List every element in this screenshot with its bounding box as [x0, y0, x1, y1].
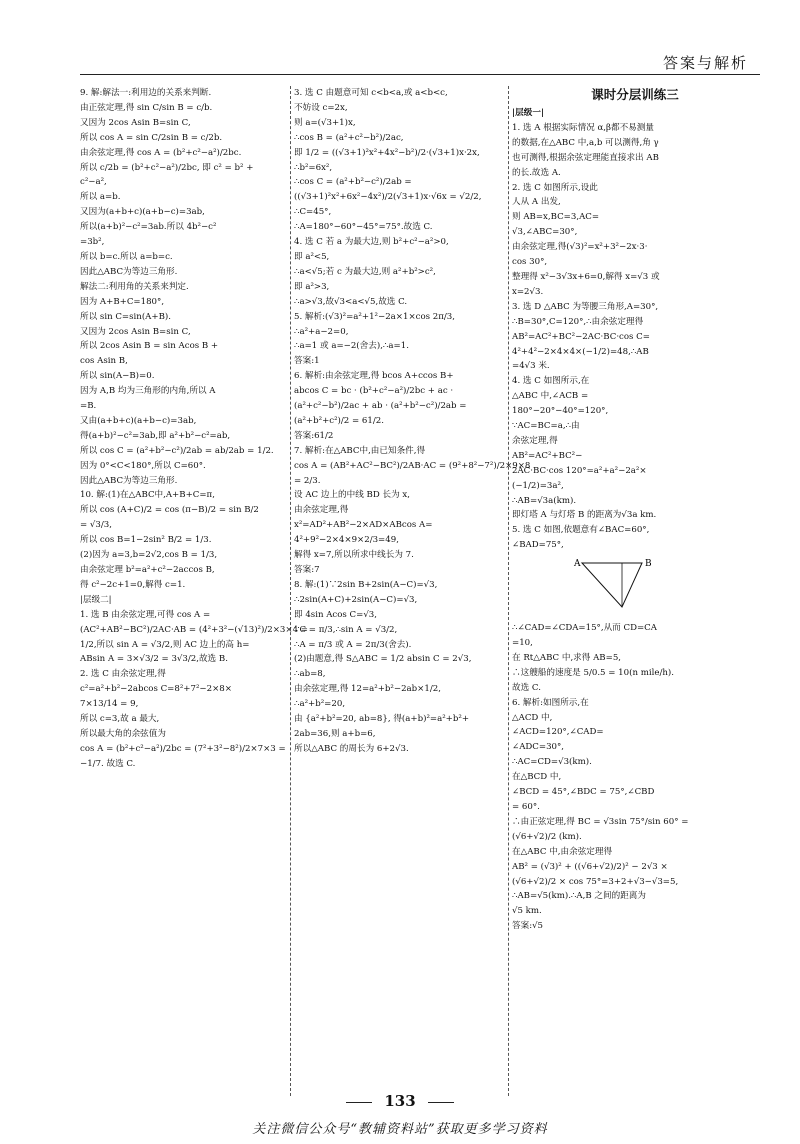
text-line: 因为 A,B 均为三角形的内角,所以 A: [80, 386, 216, 397]
running-header: [80, 52, 760, 72]
solution-column-3: [512, 86, 758, 1096]
text-line: (−1/2)=3a²,: [512, 480, 564, 491]
text-line: 又由(a+b+c)(a+b−c)=3ab,: [80, 415, 197, 426]
text-line: 6. 解析:由余弦定理,得 bcos A+ccos B+: [294, 371, 454, 382]
text-line: 整理得 x²−3√3x+6=0,解得 x=√3 或: [512, 271, 660, 282]
text-line: abcos C = bc · (b²+c²−a²)/2bc + ac ·: [294, 386, 454, 397]
text-line: 所以 a=b.: [80, 192, 121, 203]
text-line: ∴2sin(A+C)+2sin(A−C)=√3,: [294, 594, 418, 605]
text-line: 9. 解:解法一:利用边的关系来判断.: [80, 88, 212, 98]
text-line: ∴cos C = (a²+b²−c²)/2ab =: [294, 177, 412, 188]
text-line: ∴A = π/3 或 A = 2π/3(舍去).: [294, 639, 412, 650]
text-line: 得(a+b)²−c²=3ab,即 a²+b²−c²=ab,: [80, 430, 231, 441]
figure-ship-course: [512, 555, 662, 613]
text-line: 所以 2cos Asin B = sin Acos B +: [80, 341, 219, 352]
text-line: 即 a²<5,: [294, 251, 330, 262]
text-line: √3,∠ABC=30°,: [512, 227, 578, 238]
text-line: 2. 选 C 由余弦定理,得: [80, 669, 166, 680]
text-line: ∴a=1 或 a=−2(舍去),∴a=1.: [294, 341, 409, 352]
text-line: 因此△ABC为等边三角形.: [80, 475, 178, 486]
text-line: 8. 解:(1)∵2sin B+2sin(A−C)=√3,: [294, 579, 438, 590]
text-line: 在△ABC 中,由余弦定理得: [512, 846, 613, 857]
text-line: 2ab=36,则 a+b=6,: [294, 728, 376, 739]
text-line: ∴AB=√5(km).∴A,B 之间的距离为: [512, 891, 646, 902]
text-line: 4²+4²−2×4×4×(−1/2)=48,∴AB: [512, 346, 649, 357]
text-line: 1. 选 A 根据实际情况 α,β都不易测量: [512, 122, 654, 133]
text-line: 2. 选 C 如图所示,设此: [512, 182, 598, 193]
text-line: c²−a²,: [80, 177, 107, 188]
text-line: cos Asin B,: [80, 356, 128, 367]
fig-label: B: [645, 559, 652, 570]
text-line: ∠ACD=120°,∠CAD=: [512, 727, 604, 738]
text-line: 3. 选 C 由题意可知 c<b<a,或 a<b<c,: [294, 88, 448, 98]
text-line: =4√3 米.: [512, 361, 550, 372]
text-line: 余弦定理,得: [512, 435, 558, 446]
fig-label: A: [574, 559, 581, 570]
text-line: 4. 选 C 若 a 为最大边,则 b²+c²−a²>0,: [294, 237, 449, 248]
text-line: AB²=AC²+BC²−2AC·BC·cos C=: [512, 331, 650, 342]
header-title: 答案与解析: [662, 54, 748, 72]
text-line: 所以 cos B=1−2sin² B/2 = 1/3.: [80, 535, 212, 546]
text-line: cos A = (b²+c²−a²)/2bc = (7²+3²−8²)/2×7×3 =: [80, 743, 286, 754]
text-line: 所以 sin(A−B)=0.: [80, 371, 155, 382]
text-line: ABsin A = 3×√3/2 = 3√3/2,故选 B.: [80, 654, 228, 665]
text-line: ((√3+1)²x²+6x²−4x²)/2(√3+1)x·√6x = √2/2,: [294, 192, 482, 203]
text-line: 由余弦定理,得: [294, 505, 349, 516]
text-line: = 2/3.: [294, 475, 321, 486]
text-line: ∴这艘船的速度是 5/0.5 = 10(n mile/h).: [512, 667, 674, 678]
page-number: 133: [0, 1092, 800, 1110]
text-line: ∵AC=BC=a,∴由: [512, 421, 580, 432]
text-line: 10. 解:(1)在△ABC中,A+B+C=π,: [80, 490, 215, 501]
text-line: 由余弦定理,得 cos A = (b²+c²−a²)/2bc.: [80, 147, 242, 158]
text-line: (a²+c²−b²)/2ac + ab · (a²+b²−c²)/2ab =: [294, 401, 467, 412]
text-line: ∴B=30°,C=120°,∴由余弦定理得: [512, 316, 644, 327]
text-line: 6. 解析:如图所示,在: [512, 697, 589, 708]
text-line: cos A = (AB²+AC²−BC²)/2AB·AC = (9²+8²−7²)/2×9×8: [294, 460, 531, 471]
text-line: 又因为(a+b+c)(a+b−c)=3ab,: [80, 207, 205, 218]
text-line: 的长.故选 A.: [512, 167, 561, 178]
text-line: 故选 C.: [512, 682, 541, 693]
text-line: ∠ADC=30°,: [512, 742, 565, 753]
text-line: 所以最大角的余弦值为: [80, 728, 166, 739]
text-line: 所以 c/2b = (b²+c²−a²)/2bc, 即 c² = b² +: [80, 162, 254, 173]
text-line: 得 c²−2c+1=0,解得 c=1.: [80, 579, 186, 590]
text-line: △ACD 中,: [512, 712, 553, 723]
text-line: 所以 b=c.所以 a=b=c.: [80, 251, 173, 262]
text-line: cos 30°,: [512, 257, 548, 268]
text-line: ∴a²+b²=20,: [294, 699, 346, 710]
text-line: ∴由正弦定理,得 BC = √3sin 75°/sin 60° =: [512, 816, 689, 827]
text-line: 的数据,在△ABC 中,a,b 可以测得,角 γ: [512, 137, 659, 148]
text-line: 2AC·BC·cos 120°=a²+a²−2a²×: [512, 465, 647, 476]
text-line: c²=a²+b²−2abcos C=8²+7²−2×8×: [80, 684, 232, 695]
text-line: 又因为 2cos Asin B=sin C,: [80, 117, 191, 128]
text-line: 因为 0°<C<180°,所以 C=60°.: [80, 460, 206, 471]
text-line: 在 Rt△ABC 中,求得 AB=5,: [512, 652, 622, 663]
text-block: [512, 121, 758, 553]
text-line: (AC²+AB²−BC²)/2AC·AB = (4²+3²−(√13)²)/2×3×4 =: [80, 624, 308, 635]
text-line: =3b²,: [80, 237, 105, 248]
text-line: ∴∠CAD=∠CDA=15°,从而 CD=CA: [512, 623, 657, 634]
text-line: 所以 cos C = (a²+b²−c²)/2ab = ab/2ab = 1/2.: [80, 445, 274, 456]
text-line: AB²=AC²+BC²−: [512, 450, 583, 461]
text-line: 即 1/2 = ((√3+1)²x²+4x²−b²)/2·(√3+1)x·2x,: [294, 147, 480, 158]
text-line: (2)因为 a=3,b=2√2,cos B = 1/3,: [80, 550, 218, 561]
column-divider: [290, 86, 291, 1096]
text-line: 所以(a+b)²−c²=3ab.所以 4b²−c²: [80, 222, 217, 233]
text-line: |层级二|: [80, 594, 112, 605]
text-line: ∴b²=6x²,: [294, 162, 333, 173]
column-divider: [508, 86, 509, 1096]
text-line: △ABC 中,∠ACB =: [512, 391, 589, 402]
text-line: 3. 选 D △ABC 为等腰三角形,A=30°,: [512, 301, 659, 312]
section-title: 课时分层训练三: [591, 87, 679, 102]
text-line: 由余弦定理,得(√3)²=x²+3²−2x·3·: [512, 242, 648, 253]
text-line: 因为 A+B+C=180°,: [80, 296, 165, 307]
text-line: x=2√3.: [512, 286, 544, 297]
text-line: 解得 x=7,所以所求中线长为 7.: [294, 550, 414, 561]
text-line: ∴A=180°−60°−45°=75°.故选 C.: [294, 222, 433, 233]
text-line: ∠BCD = 45°,∠BDC = 75°,∠CBD: [512, 787, 655, 798]
text-line: 答案:1: [294, 356, 320, 367]
text-line: 5. 选 C 如图,依题意有∠BAC=60°,: [512, 525, 650, 536]
text-line: ∴a>√3,故√3<a<√5,故选 C.: [294, 296, 408, 307]
text-line: −1/7. 故选 C.: [80, 758, 136, 769]
footer-note: 关注微信公众号“教辅资料站”获取更多学习资料: [252, 1122, 548, 1137]
text-line: (√6+√2)/2 (km).: [512, 831, 582, 842]
text-line: 即灯塔 A 与灯塔 B 的距离为√3a km.: [512, 510, 657, 521]
text-line: 所以 cos (A+C)/2 = cos (π−B)/2 = sin B/2: [80, 505, 259, 516]
text-line: AB² = (√3)² + ((√6+√2)/2)² − 2√3 ×: [512, 861, 668, 872]
text-line: 即 a²>3,: [294, 281, 330, 292]
text-line: 由正弦定理,得 sin C/sin B = c/b.: [80, 102, 213, 113]
header-rule: [80, 74, 760, 75]
text-line: (a²+b²+c²)/2 = 61/2.: [294, 415, 384, 426]
text-line: 由余弦定理 b²=a²+c²−2accos B,: [80, 565, 215, 575]
text-line: ∴C=45°,: [294, 207, 332, 218]
text-line: 7×13/14 = 9,: [80, 699, 139, 710]
text-line: ∴cos B = (a²+c²−b²)/2ac,: [294, 132, 404, 143]
text-line: 1. 选 B 由余弦定理,可得 cos A =: [80, 609, 211, 620]
text-line: 则 a=(√3+1)x,: [294, 117, 356, 128]
text-line: ∴a<√5;若 c 为最大边,则 a²+b²>c²,: [294, 266, 436, 277]
text-line: 设 AC 边上的中线 BD 长为 x,: [294, 490, 410, 501]
text-line: 4²+9²−2×4×9×2/3=49,: [294, 535, 399, 546]
text-line: = 60°.: [512, 801, 540, 812]
text-line: =B.: [80, 401, 97, 412]
text-line: 在△BCD 中,: [512, 772, 562, 783]
text-line: =10,: [512, 638, 533, 648]
text-line: 所以 cos A = sin C/2sin B = c/2b.: [80, 132, 223, 143]
text-line: 5. 解析:(√3)²=a²+1²−2a×1×cos 2π/3,: [294, 311, 455, 322]
text-line: ∠BAD=75°,: [512, 540, 564, 551]
text-line: 答案:√5: [512, 921, 544, 932]
text-line: 解法二:利用角的关系来判定.: [80, 281, 189, 292]
text-line: 180°−20°−40°=120°,: [512, 406, 609, 417]
text-line: 1/2,所以 sin A = √3/2,则 AC 边上的高 h=: [80, 639, 250, 650]
text-line: 所以△ABC 的周长为 6+2√3.: [294, 743, 409, 754]
text-line: 7. 解析:在△ABC中,由已知条件,得: [294, 445, 426, 456]
text-line: ∴AB=√3a(km).: [512, 495, 577, 506]
level-label: |层级一|: [512, 108, 545, 118]
text-line: 由余弦定理,得 12=a²+b²−2ab×1/2,: [294, 684, 441, 695]
text-line: ∴a²+a−2=0,: [294, 326, 349, 337]
text-line: 答案:61/2: [294, 430, 334, 441]
text-line: x²=AD²+AB²−2×AD×ABcos A=: [294, 520, 433, 531]
text-line: 不妨设 c=2x,: [294, 102, 348, 113]
text-line: ∴ab=8,: [294, 669, 326, 680]
text-block: [512, 621, 758, 934]
text-line: 因此△ABC为等边三角形.: [80, 266, 178, 277]
text-line: = √3/3,: [80, 520, 112, 531]
text-line: (2)由题意,得 S△ABC = 1/2 absin C = 2√3,: [294, 654, 472, 665]
text-line: 人从 A 出发,: [512, 197, 561, 208]
text-line: ∵C = π/3,∴sin A = √3/2,: [294, 624, 398, 635]
text-line: (√6+√2)/2 × cos 75°=3+2+√3−√3=5,: [512, 876, 679, 887]
text-line: 则 AB=x,BC=3,AC=: [512, 212, 600, 223]
text-line: ∴AC=CD=√3(km).: [512, 757, 592, 768]
text-line: 又因为 2cos Asin B=sin C,: [80, 326, 191, 337]
text-line: 也可测得,根据余弦定理能直接求出 AB: [512, 152, 659, 163]
text-line: 由 {a²+b²=20, ab=8}, 得(a+b)²=a²+b²+: [294, 714, 470, 725]
text-line: 即 4sin Acos C=√3,: [294, 609, 378, 620]
text-line: √5 km.: [512, 906, 542, 917]
text-line: 所以 c=3,故 a 最大,: [80, 714, 160, 725]
text-line: 所以 sin C=sin(A+B).: [80, 311, 171, 322]
text-line: 答案:7: [294, 565, 320, 575]
text-line: 4. 选 C 如图所示,在: [512, 376, 590, 387]
